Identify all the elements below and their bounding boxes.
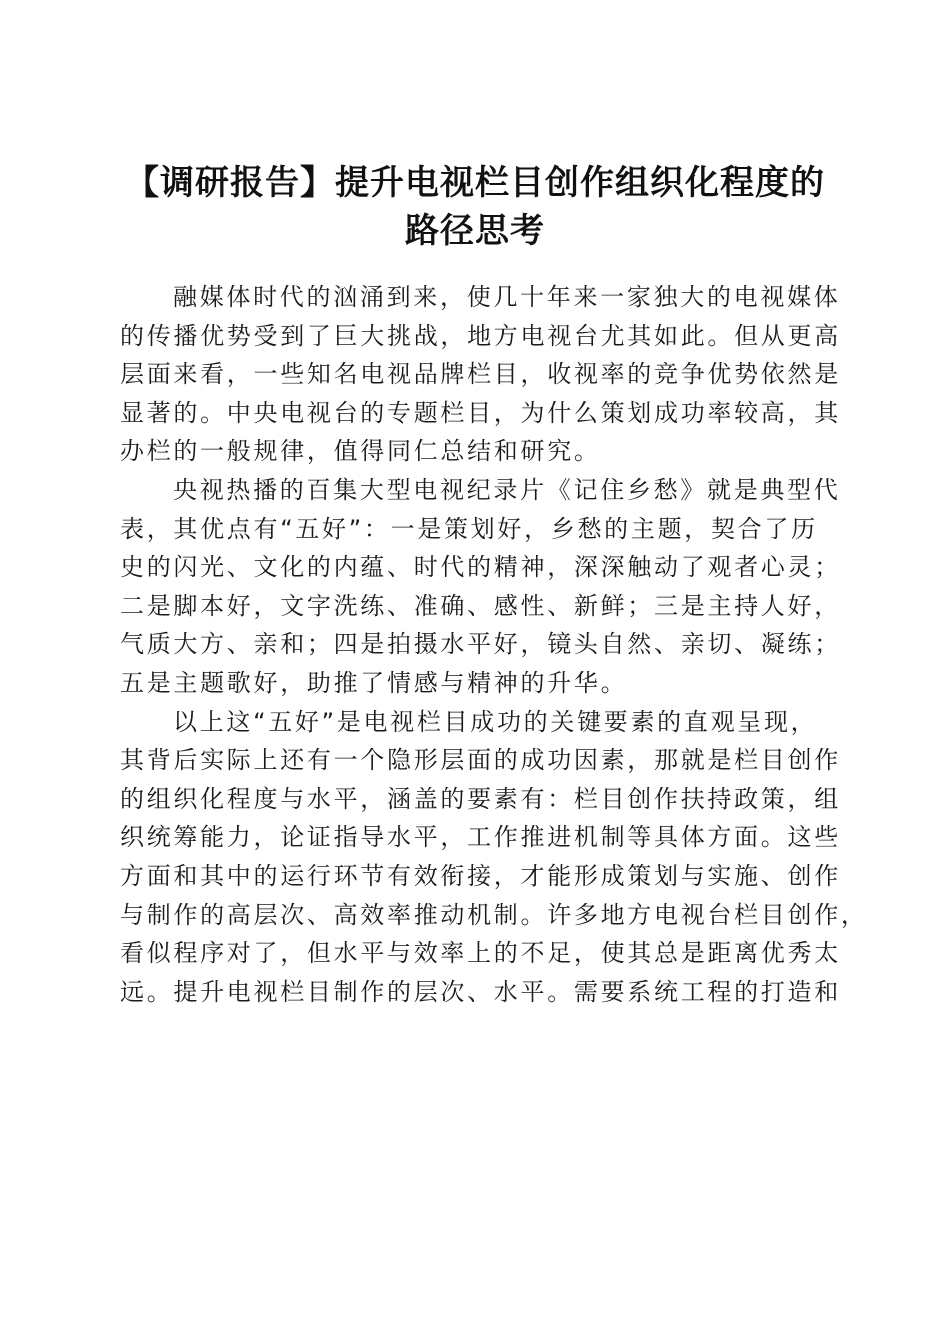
paragraph-line: 五是主题歌好，助推了情感与精神的升华。 bbox=[120, 668, 628, 697]
title-line-2: 路径思考 bbox=[405, 210, 545, 251]
document-body bbox=[120, 278, 868, 1011]
paragraph-line: 二是脚本好，文字洗练、准确、感性、新鲜；三是主持人好， bbox=[120, 591, 841, 620]
paragraph-line: 办栏的一般规律，值得同仁总结和研究。 bbox=[120, 437, 601, 466]
paragraph-1 bbox=[120, 278, 840, 471]
paragraph-line: 层面来看，一些知名电视品牌栏目，收视率的竞争优势依然是 bbox=[120, 360, 841, 389]
paragraph-line: 以上这“五好”是电视栏目成功的关键要素的直观呈现， bbox=[173, 707, 818, 736]
paragraph-line: 方面和其中的运行环节有效衔接，才能形成策划与实施、创作 bbox=[120, 861, 841, 890]
paragraph-line: 融媒体时代的汹涌到来，使几十年来一家独大的电视媒体 bbox=[173, 283, 841, 311]
paragraph-line: 史的闪光、文化的内蕴、时代的精神，深深触动了观者心灵； bbox=[120, 553, 841, 582]
paragraph-line: 表，其优点有“五好”：一是策划好，乡愁的主题，契合了历 bbox=[120, 514, 818, 543]
paragraph-line: 远。提升电视栏目制作的层次、水平。需要系统工程的打造和 bbox=[120, 977, 841, 1006]
paragraph-line: 与制作的高层次、高效率推动机制。许多地方电视台栏目创作， bbox=[120, 900, 868, 929]
paragraph-line: 看似程序对了，但水平与效率上的不足，使其总是距离优秀太 bbox=[120, 939, 841, 968]
paragraph-line: 的组织化程度与水平，涵盖的要素有：栏目创作扶持政策，组 bbox=[120, 784, 841, 813]
paragraph-line: 其背后实际上还有一个隐形层面的成功因素，那就是栏目创作 bbox=[120, 746, 841, 775]
paragraph-line: 显著的。中央电视台的专题栏目，为什么策划成功率较高，其 bbox=[120, 398, 841, 427]
paragraph-2 bbox=[120, 471, 840, 703]
paragraph-line: 气质大方、亲和；四是拍摄水平好，镜头自然、亲切、凝练； bbox=[120, 630, 841, 659]
paragraph-3 bbox=[120, 703, 868, 1012]
document-title bbox=[100, 159, 850, 255]
paragraph-line: 的传播优势受到了巨大挑战，地方电视台尤其如此。但从更高 bbox=[120, 321, 841, 350]
paragraph-line: 央视热播的百集大型电视纪录片《记住乡愁》就是典型代 bbox=[173, 475, 841, 504]
paragraph-line: 织统筹能力，论证指导水平，工作推进机制等具体方面。这些 bbox=[120, 823, 841, 852]
title-line-1: 【调研报告】提升电视栏目创作组织化程度的 bbox=[125, 162, 825, 203]
